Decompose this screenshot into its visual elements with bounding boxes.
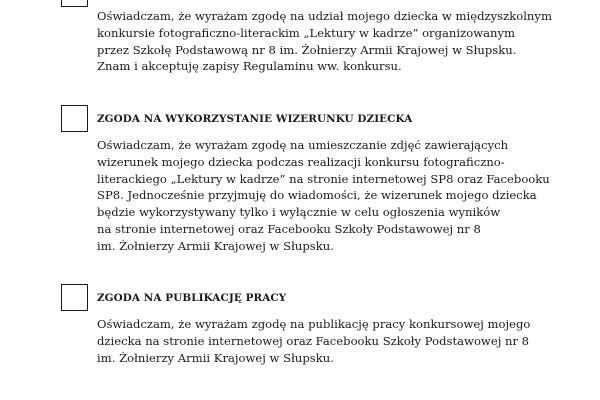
text-line: przez Szkołę Podstawową nr 8 im. Żołnierzy Armii Krajowej w Słupsku. xyxy=(97,42,517,57)
text-line: SP8. Jednocześnie przyjmuję do wiadomości, że wizerunek mojego dziecka xyxy=(97,188,537,203)
publication-consent-heading: ZGODA NA PUBLIKACJĘ PRACY xyxy=(97,292,287,304)
consent-image-checkbox[interactable] xyxy=(61,105,88,132)
text-line: Oświadczam, że wyrażam zgodę na umieszczanie zdjęć zawierających xyxy=(97,138,509,152)
participation-consent-text xyxy=(97,8,577,75)
text-line: będzie wykorzystywany tylko i wyłącznie w celu ogłoszenia wyników xyxy=(97,205,501,220)
text-line: dziecka na stronie internetowej oraz Facebooku Szkoły Podstawowej nr 8 xyxy=(97,333,530,348)
image-consent-heading: ZGODA NA WYKORZYSTANIE WIZERUNKU DZIECKA xyxy=(97,113,413,125)
text-line: im. Żołnierzy Armii Krajowej w Słupsku. xyxy=(97,238,334,253)
text-line: Oświadczam, że wyrażam zgodę na udział mojego dziecka w międzyszkolnym xyxy=(97,9,552,23)
publication-consent-text xyxy=(97,316,577,366)
text-line: Oświadczam, że wyrażam zgodę na publikację pracy konkursowej mojego xyxy=(97,317,531,331)
text-line: wizerunek mojego dziecka podczas realizacji konkursu fotograficzno- xyxy=(97,154,505,169)
text-line: na stronie internetowej oraz Facebooku Szkoły Podstawowej nr 8 xyxy=(97,221,481,236)
consent-participation-checkbox[interactable] xyxy=(61,0,88,7)
image-consent-text xyxy=(97,137,577,255)
consent-publication-checkbox[interactable] xyxy=(61,284,88,311)
text-line: literackiego „Lektury w kadrze” na stronie internetowej SP8 oraz Facebooku xyxy=(97,171,550,186)
text-line: konkursie fotograficzno-literackim „Lektury w kadrze” organizowanym xyxy=(97,25,516,40)
text-line: Znam i akceptuję zapisy Regulaminu ww. konkursu. xyxy=(97,59,402,74)
text-line: im. Żołnierzy Armii Krajowej w Słupsku. xyxy=(97,350,334,365)
